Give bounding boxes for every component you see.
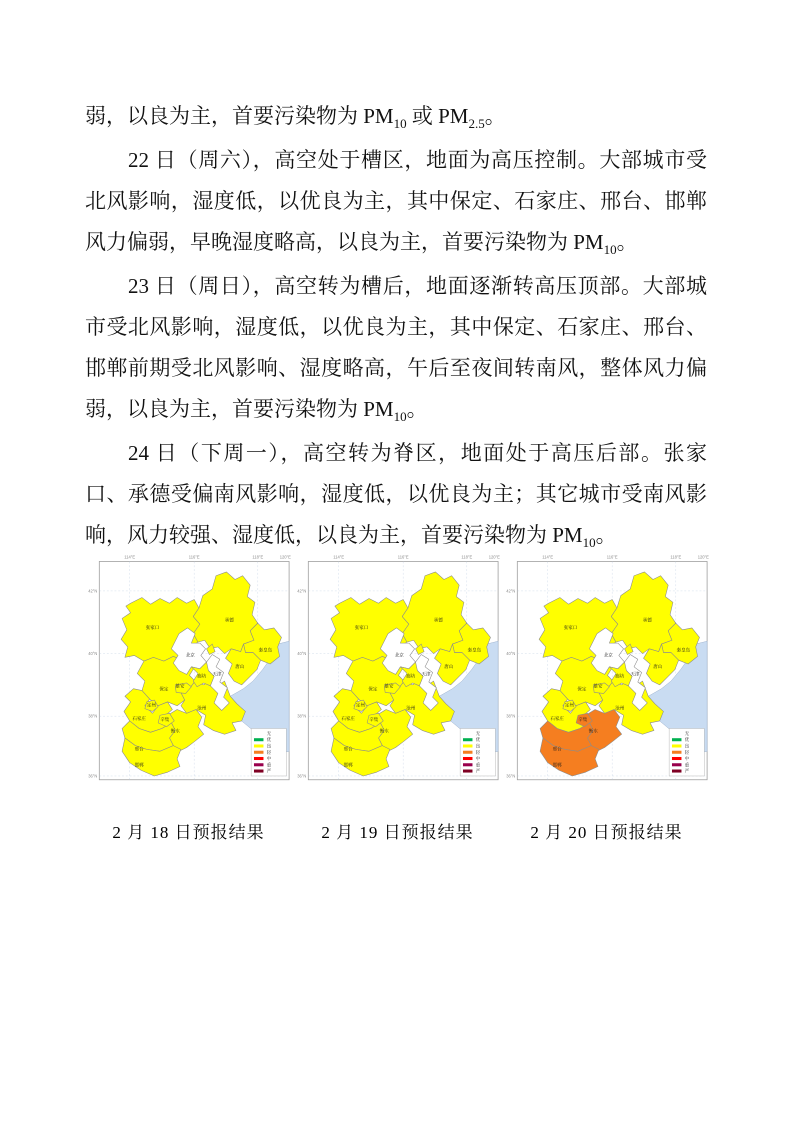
region-label-shijiazhuang: 石家庄: [550, 715, 564, 721]
region-label-beijing: 北京: [394, 652, 404, 658]
legend-swatch-5: [463, 763, 472, 766]
svg-text:116°E: 116°E: [397, 554, 409, 560]
region-label-dingzhou: 定州: [564, 702, 575, 708]
legend-swatch-6: [254, 770, 263, 773]
map-caption-feb20: 2 月 20 日预报结果: [530, 823, 683, 843]
legend-swatch-3: [254, 751, 263, 754]
region-label-langfang: 廊坊: [615, 673, 625, 679]
legend-swatch-4: [672, 757, 681, 760]
region-label-shijiazhuang: 石家庄: [132, 715, 146, 721]
svg-text:120°E: 120°E: [488, 554, 500, 560]
region-label-hengshui: 衡水: [588, 728, 598, 734]
region-label-xinji: 辛集: [578, 716, 588, 722]
region-label-langfang: 廊坊: [197, 673, 207, 679]
region-label-zhangjiakou: 张家口: [354, 624, 369, 630]
region-label-xingtai: 邢台: [552, 746, 562, 752]
svg-text:36°N: 36°N: [297, 773, 307, 779]
region-label-baoding: 保定: [368, 686, 378, 692]
region-label-tianjin: 天津: [421, 671, 431, 677]
region-label-chengde: 承德: [433, 617, 443, 623]
region-label-hengshui: 衡水: [170, 728, 180, 734]
legend-swatch-4: [463, 757, 472, 760]
legend-label-2: 良: [266, 743, 272, 749]
legend-swatch-5: [672, 763, 681, 766]
legend-label-5: 重: [266, 762, 272, 768]
region-label-chengde: 承德: [642, 617, 652, 623]
legend-swatch-3: [672, 751, 681, 754]
region-label-tianjin: 天津: [212, 671, 222, 677]
legend-label-2: 良: [684, 743, 690, 749]
svg-text:120°E: 120°E: [697, 554, 709, 560]
legend-swatch-1: [254, 738, 263, 741]
svg-text:36°N: 36°N: [88, 773, 98, 779]
region-label-handan: 邯郸: [343, 762, 353, 768]
region-label-beijing: 北京: [185, 652, 195, 658]
svg-text:38°N: 38°N: [88, 713, 98, 719]
legend-label-1: 优: [684, 737, 690, 743]
region-label-cangzhou: 沧州: [197, 705, 207, 711]
legend-label-3: 轻: [475, 749, 481, 755]
legend-label-4: 中: [684, 756, 690, 762]
svg-text:40°N: 40°N: [88, 650, 98, 656]
region-label-shijiazhuang: 石家庄: [341, 715, 355, 721]
svg-text:42°N: 42°N: [506, 588, 516, 594]
region-label-handan: 邯郸: [552, 762, 562, 768]
aqi-legend: [460, 729, 495, 776]
forecast-text-block: [85, 96, 707, 559]
legend-label-0: 无: [475, 730, 481, 736]
svg-text:38°N: 38°N: [506, 713, 516, 719]
svg-text:42°N: 42°N: [297, 588, 307, 594]
svg-text:42°N: 42°N: [88, 588, 98, 594]
paragraph-3: 24 日（下周一），高空转为脊区，地面处于高压后部。张家口、承德受偏南风影响，湿度低，以优良为主；其它城市受南风影响，风力较强、湿度低，以良为主，首要污染物为 $PM_{10}$。: [85, 441, 707, 551]
svg-text:114°E: 114°E: [124, 554, 136, 560]
region-label-tianjin: 天津: [630, 671, 640, 677]
map-panel-feb18: [86, 552, 291, 843]
hebei-aqi-map-feb18: [86, 552, 291, 787]
legend-swatch-6: [463, 770, 472, 773]
region-label-dingzhou: 定州: [355, 702, 366, 708]
legend-label-5: 重: [684, 762, 690, 768]
region-label-xinji: 辛集: [160, 716, 170, 722]
region-label-tangshan: 唐山: [444, 663, 454, 669]
map-panel-feb19: [295, 552, 500, 843]
region-label-xinji: 辛集: [369, 716, 379, 722]
svg-text:118°E: 118°E: [252, 554, 264, 560]
aqi-legend: [669, 729, 704, 776]
region-label-dingzhou: 定州: [146, 702, 157, 708]
legend-swatch-4: [254, 757, 263, 760]
paragraph-1: 22 日（周六），高空处于槽区，地面为高压控制。大部城市受北风影响，湿度低，以优良为主，其中保定、石家庄、邢台、邯郸风力偏弱，早晚湿度略高，以良为主，首要污染物为 $PM_{10}$。: [85, 148, 707, 258]
region-label-zhangjiakou: 张家口: [563, 624, 578, 630]
svg-text:118°E: 118°E: [461, 554, 473, 560]
region-label-xiongan: 雄安: [384, 683, 394, 689]
region-label-xiongan: 雄安: [593, 683, 603, 689]
legend-label-6: 严: [475, 768, 481, 774]
region-label-qinhuangdao: 秦皇岛: [467, 647, 482, 653]
legend-swatch-1: [463, 738, 472, 741]
svg-text:38°N: 38°N: [297, 713, 307, 719]
legend-label-1: 优: [266, 737, 272, 743]
legend-label-0: 无: [266, 730, 272, 736]
aqi-legend: [251, 729, 286, 776]
legend-label-4: 中: [266, 756, 272, 762]
region-label-chengde: 承德: [224, 617, 234, 623]
forecast-maps-row: [86, 552, 710, 843]
hebei-aqi-map-feb19: [295, 552, 500, 787]
svg-text:116°E: 116°E: [606, 554, 618, 560]
region-label-beijing: 北京: [603, 652, 613, 658]
svg-text:120°E: 120°E: [279, 554, 291, 560]
region-label-xiongan: 雄安: [175, 683, 185, 689]
legend-swatch-1: [672, 738, 681, 741]
legend-swatch-5: [254, 763, 263, 766]
svg-text:114°E: 114°E: [542, 554, 554, 560]
legend-swatch-6: [672, 770, 681, 773]
paragraph-2: 23 日（周日），高空转为槽后，地面逐渐转高压顶部。大部城市受北风影响，湿度低，以优良为主，其中保定、石家庄、邢台、邯郸前期受北风影响、湿度略高，午后至夜间转南风，整体风力偏弱，以良为主，首要污染物为 $PM_{10}$。: [85, 274, 707, 425]
region-label-xingtai: 邢台: [134, 746, 144, 752]
region-label-zhangjiakou: 张家口: [145, 624, 160, 630]
region-label-baoding: 保定: [577, 686, 587, 692]
hebei-aqi-map-feb20: [504, 552, 709, 787]
legend-label-2: 良: [475, 743, 481, 749]
legend-swatch-2: [672, 744, 681, 747]
map-panel-feb20: [504, 552, 709, 843]
legend-swatch-2: [463, 744, 472, 747]
svg-text:114°E: 114°E: [333, 554, 345, 560]
region-label-hengshui: 衡水: [379, 728, 389, 734]
legend-swatch-0: [672, 732, 681, 735]
legend-label-6: 严: [266, 768, 272, 774]
paragraph-0: 弱，以良为主，首要污染物为 $PM_{10}$ 或 $PM_{2.5}$。: [85, 104, 506, 132]
legend-swatch-3: [463, 751, 472, 754]
legend-label-6: 严: [684, 768, 690, 774]
svg-text:40°N: 40°N: [297, 650, 307, 656]
region-label-tangshan: 唐山: [653, 663, 663, 669]
legend-label-4: 中: [475, 756, 481, 762]
region-label-cangzhou: 沧州: [406, 705, 416, 711]
region-label-tangshan: 唐山: [235, 663, 245, 669]
map-caption-feb18: 2 月 18 日预报结果: [112, 823, 265, 843]
legend-label-3: 轻: [266, 749, 272, 755]
region-label-baoding: 保定: [159, 686, 169, 692]
map-caption-feb19: 2 月 19 日预报结果: [321, 823, 474, 843]
svg-text:118°E: 118°E: [670, 554, 682, 560]
svg-text:40°N: 40°N: [506, 650, 516, 656]
legend-label-3: 轻: [684, 749, 690, 755]
legend-label-1: 优: [475, 737, 481, 743]
svg-text:36°N: 36°N: [506, 773, 516, 779]
region-label-handan: 邯郸: [134, 762, 144, 768]
legend-swatch-2: [254, 744, 263, 747]
region-label-xingtai: 邢台: [343, 746, 353, 752]
region-label-cangzhou: 沧州: [615, 705, 625, 711]
legend-label-0: 无: [684, 730, 690, 736]
region-label-qinhuangdao: 秦皇岛: [676, 647, 691, 653]
legend-swatch-0: [254, 732, 263, 735]
region-label-langfang: 廊坊: [406, 673, 416, 679]
legend-swatch-0: [463, 732, 472, 735]
region-label-qinhuangdao: 秦皇岛: [258, 647, 273, 653]
svg-text:116°E: 116°E: [188, 554, 200, 560]
legend-label-5: 重: [475, 762, 481, 768]
